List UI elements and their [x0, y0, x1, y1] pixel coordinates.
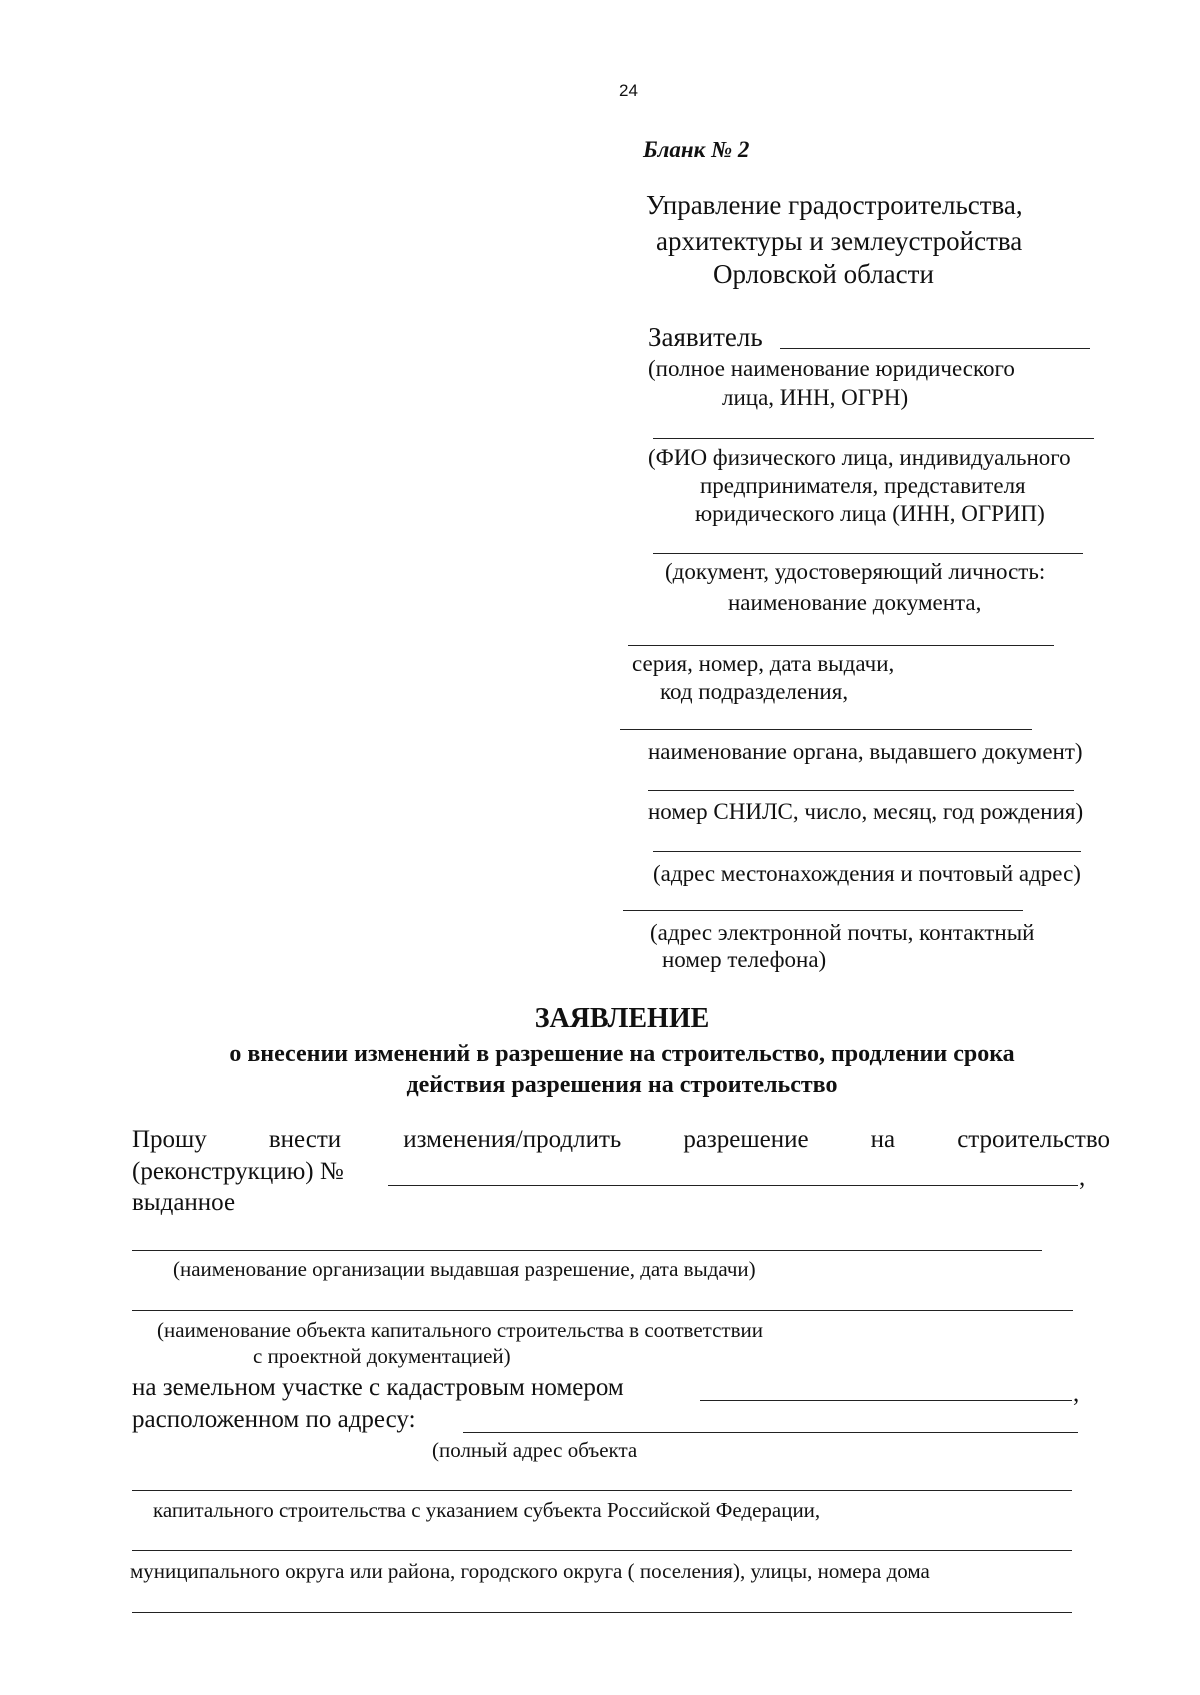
applicant-legal-hint-1: (полное наименование юридического	[648, 356, 1015, 381]
address-hint-2: капитального строительства с указанием субъекта Российской Федерации,	[153, 1498, 821, 1522]
address-continued-line-1[interactable]	[132, 1490, 1072, 1491]
person-name-line[interactable]	[653, 438, 1094, 439]
form-label: Бланк № 2	[643, 137, 750, 162]
permit-number-label: (реконструкцию) №	[132, 1158, 344, 1185]
contact-line[interactable]	[623, 910, 1023, 911]
object-hint-1: (наименование объекта капитального строительства в соответствии	[157, 1318, 763, 1342]
identity-document-line[interactable]	[653, 553, 1083, 554]
applicant-legal-name-line[interactable]	[780, 348, 1090, 349]
cadastral-comma: ,	[1073, 1380, 1080, 1407]
person-hint-3: юридического лица (ИНН, ОГРИП)	[695, 501, 1045, 526]
recipient-line-3: Орловской области	[713, 259, 934, 289]
person-hint-1: (ФИО физического лица, индивидуального	[648, 445, 1071, 470]
address-hint-1: (полный адрес объекта	[432, 1438, 638, 1462]
doc-hint-2: наименование документа,	[728, 590, 982, 615]
cadastral-number-line[interactable]	[700, 1400, 1072, 1401]
issued-label: выданное	[132, 1189, 236, 1216]
snils-line[interactable]	[648, 790, 1074, 791]
series-hint-2: код подразделения,	[660, 679, 849, 704]
contact-hint-1: (адрес электронной почты, контактный	[650, 920, 1035, 945]
contact-hint-2: номер телефона)	[662, 947, 827, 972]
located-label: расположенном по адресу:	[132, 1406, 416, 1433]
applicant-legal-hint-2: лица, ИНН, ОГРН)	[722, 385, 909, 410]
statement-title: ЗАЯВЛЕНИЕ	[534, 1003, 710, 1034]
doc-hint-1: (документ, удостоверяющий личность:	[665, 559, 1046, 584]
statement-subtitle-2: действия разрешения на строительство	[406, 1072, 838, 1098]
issuing-org-line[interactable]	[132, 1250, 1042, 1251]
object-name-line[interactable]	[132, 1310, 1073, 1311]
address-line[interactable]	[653, 851, 1081, 852]
object-address-line[interactable]	[463, 1432, 1078, 1433]
issuer-line[interactable]	[620, 729, 1032, 730]
address-hint: (адрес местонахождения и почтовый адрес)	[653, 861, 1081, 886]
request-word: изменения/продлить	[403, 1126, 622, 1153]
document-series-line[interactable]	[628, 645, 1054, 646]
issuing-org-hint: (наименование организации выдавшая разрешение, дата выдачи)	[173, 1257, 756, 1281]
statement-subtitle-1: о внесении изменений в разрешение на строительство, продлении срока	[229, 1041, 1015, 1067]
request-word: внести	[268, 1126, 342, 1153]
recipient-line-1: Управление градостроительства,	[646, 190, 1023, 220]
request-word: строительство	[957, 1126, 1110, 1153]
permit-number-line[interactable]	[388, 1185, 1078, 1186]
request-row-1	[132, 1127, 1110, 1152]
snils-hint: номер СНИЛС, число, месяц, год рождения)	[648, 799, 1084, 824]
request-word: разрешение	[683, 1126, 809, 1153]
object-hint-2: с проектной документацией)	[253, 1344, 511, 1368]
address-continued-line-2[interactable]	[132, 1550, 1072, 1551]
address-continued-line-3[interactable]	[132, 1612, 1072, 1613]
cadastral-label: на земельном участке с кадастровым номером	[132, 1374, 624, 1401]
applicant-label: Заявитель	[648, 322, 763, 352]
series-hint-1: серия, номер, дата выдачи,	[632, 651, 895, 676]
issuer-hint: наименование органа, выдавшего документ)	[648, 739, 1083, 764]
page-number: 24	[619, 81, 638, 100]
address-hint-3: муниципального округа или района, городского округа ( поселения), улицы, номера дома	[130, 1559, 930, 1583]
person-hint-2: предпринимателя, представителя	[700, 473, 1026, 498]
request-word: Прошу	[132, 1126, 207, 1153]
permit-number-comma: ,	[1079, 1164, 1086, 1191]
request-word: на	[870, 1126, 896, 1153]
recipient-line-2: архитектуры и землеустройства	[656, 226, 1023, 256]
